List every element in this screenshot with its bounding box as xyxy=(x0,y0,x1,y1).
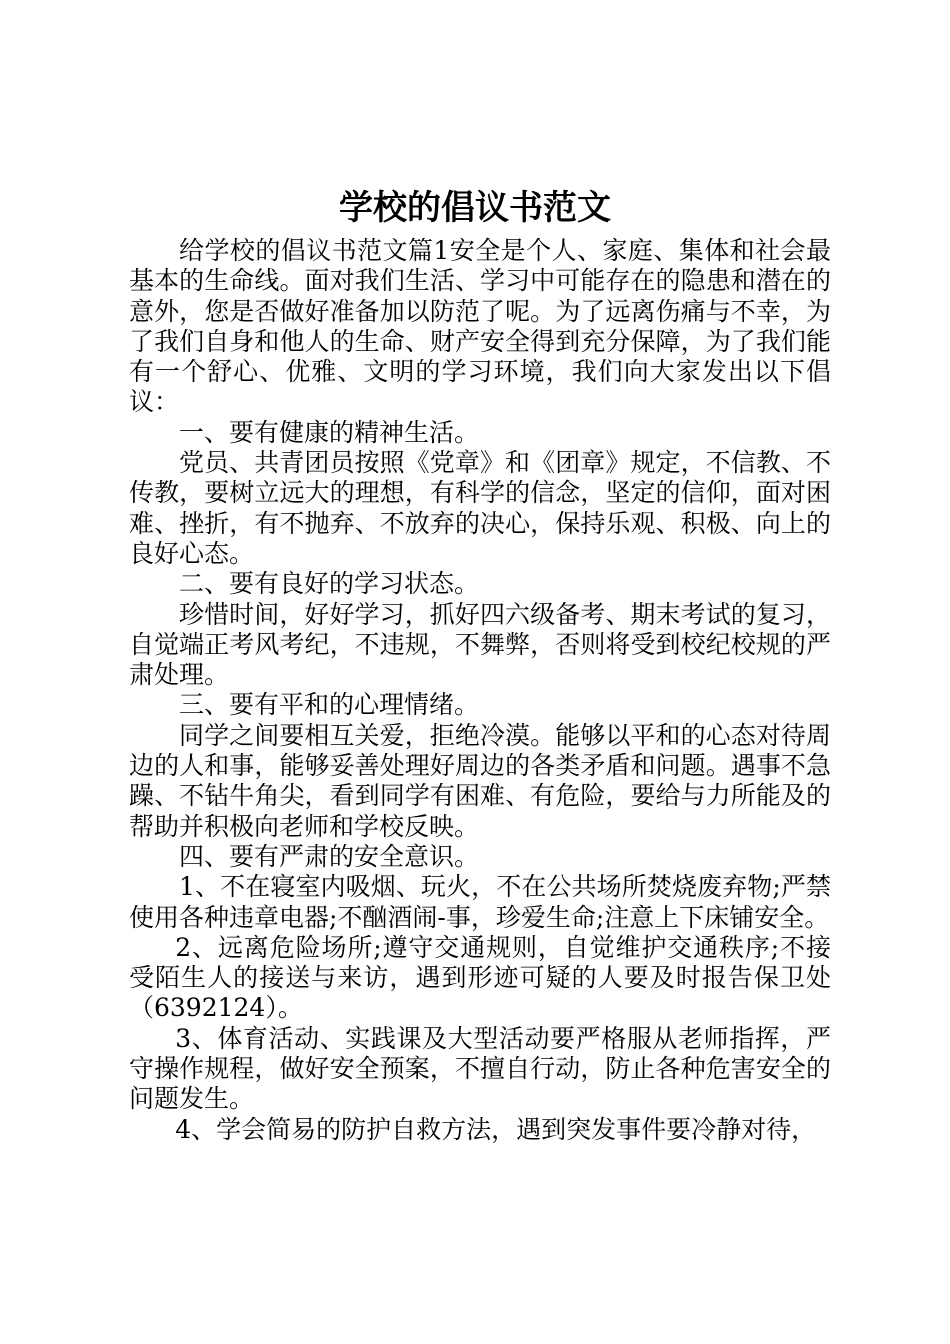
heading-section-4: 四、要有严肃的安全意识。 xyxy=(179,841,480,871)
paragraph-intro: 给学校的倡议书范文篇1安全是个人、家庭、集体和社会最基本的生命线。面对我们生活、学习中可能存在的隐患和潜在的意外，您是否做好准备加以防范了呢。为了远离伤痛与不幸，为了我们自身和他人的生命、财产安全得到充分保障，为了我们能有一个舒心、优雅、文明的学习环境，我们向大家发出以下倡议： xyxy=(129,236,831,417)
list-item-1: 1、不在寝室内吸烟、玩火，不在公共场所焚烧废弃物;严禁使用各种违章电器;不酗酒闹-事，珍爱生命;注意上下床铺安全。 xyxy=(129,872,831,932)
heading-section-2: 二、要有良好的学习状态。 xyxy=(179,569,480,599)
document-body xyxy=(129,236,831,1145)
heading-section-3: 三、要有平和的心理情绪。 xyxy=(179,690,480,720)
paragraph-section-2: 珍惜时间，好好学习，抓好四六级备考、期末考试的复习，自觉端正考风考纪，不违规，不舞弊，否则将受到校纪校规的严肃处理。 xyxy=(129,599,831,690)
document-title: 学校的倡议书范文 xyxy=(339,188,611,228)
list-item-3: 3、体育活动、实践课及大型活动要严格服从老师指挥，严守操作规程，做好安全预案，不擅自行动，防止各种危害安全的问题发生。 xyxy=(129,1023,831,1114)
paragraph-section-3: 同学之间要相互关爱，拒绝冷漠。能够以平和的心态对待周边的人和事，能够妥善处理好周边的各类矛盾和问题。遇事不急躁、不钻牛角尖，看到同学有困难、有危险，要给与力所能及的帮助并积极向老师和学校反映。 xyxy=(129,720,831,841)
list-item-4: 4、学会简易的防护自救方法，遇到突发事件要冷静对待， xyxy=(175,1114,817,1144)
heading-section-1: 一、要有健康的精神生活。 xyxy=(179,417,480,447)
paragraph-section-1: 党员、共青团员按照《党章》和《团章》规定，不信教、不传教，要树立远大的理想，有科学的信念，坚定的信仰，面对困难、挫折，有不抛弃、不放弃的决心，保持乐观、积极、向上的良好心态。 xyxy=(129,448,831,568)
list-item-2: 2、远离危险场所;遵守交通规则，自觉维护交通秩序;不接受陌生人的接送与来访，遇到形迹可疑的人要及时报告保卫处（6392124）。 xyxy=(129,932,831,1023)
